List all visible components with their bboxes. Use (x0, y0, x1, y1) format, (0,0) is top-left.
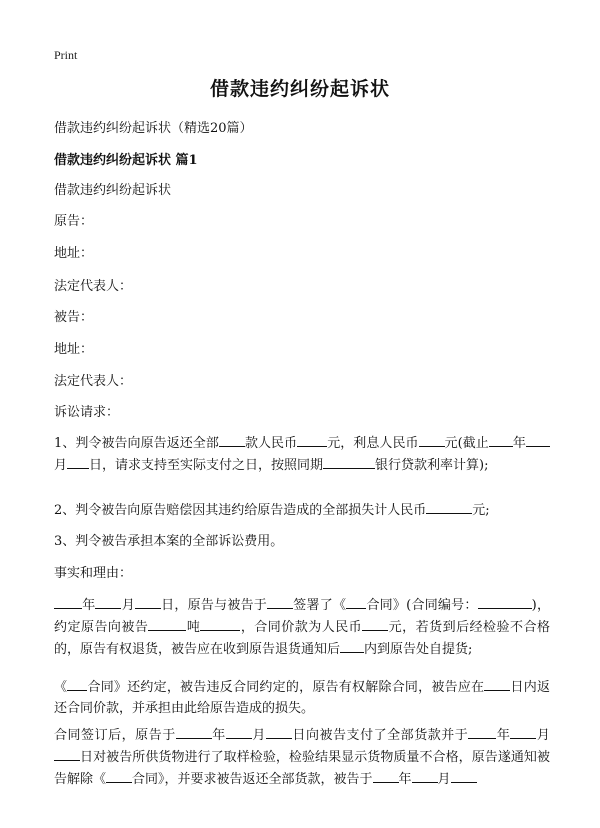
claim-1-text-e: 年 (512, 436, 526, 451)
defendant-address-label: 地址： (54, 342, 94, 357)
blank-field (412, 768, 438, 783)
defendant-label: 被告： (54, 310, 94, 325)
fact-3-text-j: 月 (437, 772, 451, 787)
fact-1-text-b: 月 (121, 598, 135, 613)
blank-field (106, 768, 132, 783)
blank-field (297, 432, 327, 447)
fact-3-text-g: 日对被告所供货物进行了取样检验，检验结果显示货物质量不合格，原告遂通知被告解除《 (54, 750, 550, 787)
blank-field (346, 594, 366, 609)
fact-2-text-a: 《 (54, 680, 68, 695)
fact-1-text-h: ，合同价款为人民币 (240, 620, 363, 635)
blank-field (67, 454, 89, 469)
claim-1-text-f: 月 (54, 458, 68, 473)
fact-3-text-f: 月 (536, 728, 550, 743)
document-subtitle: 借款违约纠纷起诉状（精选20篇） (54, 121, 253, 136)
claim-2 (54, 499, 550, 521)
fact-3-text-b: 年 (211, 728, 226, 743)
fact-1-text-c: 日，原告与被告于 (160, 598, 268, 613)
blank-field (200, 616, 240, 631)
blank-field (451, 768, 477, 783)
claim-3: 3、判令被告承担本案的全部诉讼费用。 (54, 534, 284, 549)
doc-name-line: 借款违约纠纷起诉状 (54, 183, 172, 198)
fact-3-text-i: 年 (398, 772, 412, 787)
fact-1-text-g: 吨 (186, 620, 201, 635)
claim-1-text-d: 元(截止 (444, 436, 489, 451)
fact-2 (54, 676, 550, 719)
blank-field (148, 616, 186, 631)
claim-2-text-b: 元; (472, 503, 490, 518)
fact-1-text-a: 年 (82, 598, 96, 613)
blank-field (95, 594, 121, 609)
blank-field (226, 724, 252, 739)
fact-1-text-f: )，约定原告向被告 (54, 598, 550, 635)
blank-field (266, 724, 292, 739)
blank-field (219, 432, 245, 447)
blank-field (67, 676, 87, 691)
blank-field (362, 616, 388, 631)
fact-3 (54, 724, 550, 790)
blank-field (526, 432, 550, 447)
fact-1-text-d: 签署了《 (293, 598, 347, 613)
document-title: 借款违约纠纷起诉状 (209, 78, 390, 100)
plaintiff-address-label: 地址： (54, 246, 94, 261)
fact-2-text-c: 日内返还合同价款，并承担由此给原告造成的损失。 (54, 680, 550, 716)
fact-1 (54, 594, 550, 660)
fact-2-text-b: 合同》还约定，被告违反合同约定的，原告有权解除合同，被告应在 (87, 680, 485, 695)
blank-field (510, 724, 536, 739)
defendant-rep-label: 法定代表人： (54, 374, 133, 389)
fact-1-text-i: 元，若货到后经检验不合格的，原告有权退货，被告应在收到原告退货通知后 (54, 620, 550, 657)
claim-2-text-a: 2、判令被告向原告赔偿因其违约给原告造成的全部损失计人民币 (54, 503, 427, 518)
blank-field (340, 638, 364, 653)
blank-field (54, 746, 80, 761)
blank-field (176, 724, 212, 739)
claim-1-text-b: 款人民币 (244, 436, 298, 451)
fact-3-text-a: 合同签订后，原告于 (54, 728, 176, 743)
blank-field (478, 594, 532, 609)
blank-field (373, 768, 399, 783)
blank-field (484, 676, 510, 691)
claim-1-text-h: 银行贷款利率计算); (375, 458, 489, 473)
blank-field (426, 499, 472, 514)
claim-1-text-a: 1、判令被告向原告返还全部 (54, 436, 219, 451)
claim-1-text-g: 日，请求支持至实际支付之日，按照同期 (89, 458, 324, 473)
plaintiff-label: 原告： (54, 214, 94, 229)
claims-label: 诉讼请求： (54, 405, 120, 420)
fact-3-text-d: 日向被告支付了全部货款并于 (291, 728, 469, 743)
blank-field (468, 724, 496, 739)
print-label[interactable]: Print (54, 48, 78, 62)
blank-field (54, 594, 82, 609)
fact-3-text-e: 年 (496, 728, 511, 743)
plaintiff-rep-label: 法定代表人： (54, 279, 133, 294)
facts-label: 事实和理由： (54, 566, 133, 581)
fact-1-text-j: 内到原告处自提货; (364, 642, 473, 657)
claim-1-text-c: 元，利息人民币 (327, 436, 419, 451)
fact-1-text-e: 合同》(合同编号： (366, 598, 478, 613)
blank-field (135, 594, 161, 609)
section-heading: 借款违约纠纷起诉状 篇1 (54, 153, 198, 168)
blank-field (419, 432, 445, 447)
fact-3-text-c: 月 (251, 728, 266, 743)
fact-3-text-h: 合同》，并要求被告返还全部货款，被告于 (132, 772, 373, 787)
blank-field (267, 594, 293, 609)
claim-1 (54, 432, 550, 476)
blank-field (323, 454, 375, 469)
blank-field (489, 432, 513, 447)
